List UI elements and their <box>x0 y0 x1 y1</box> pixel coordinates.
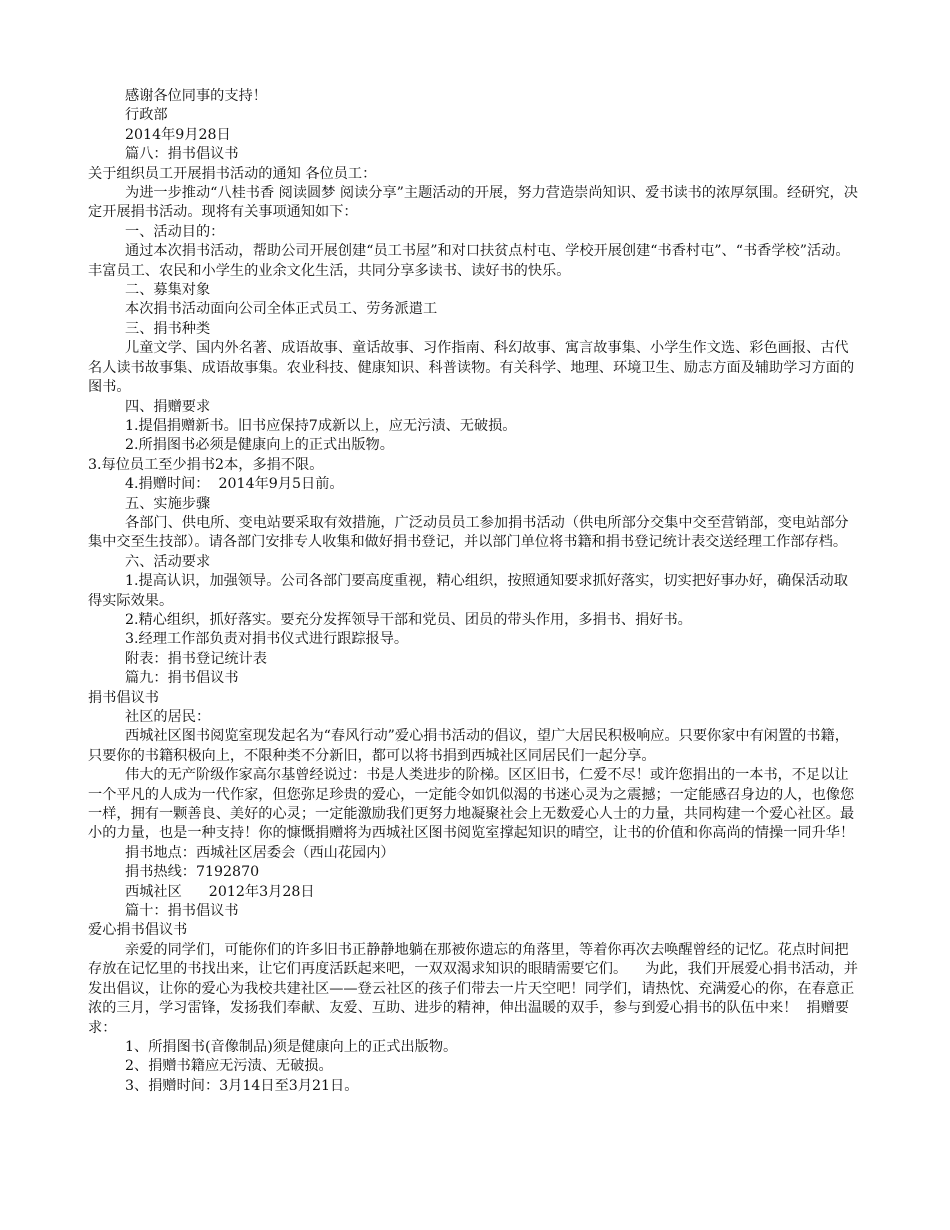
paragraph-line: 本次捐书活动面向公司全体正式员工、劳务派遣工 <box>125 301 438 318</box>
paragraph-line: 1.提高认识，加强领导。公司各部门要高度重视，精心组织，按照通知要求抓好落实，切实把好事办好，确保活动取得实际效果。 <box>88 573 848 609</box>
paragraph-line: 西城社区 2012年3月28日 <box>125 883 315 900</box>
paragraph-line: 感谢各位同事的支持！ <box>125 88 267 104</box>
paragraph-line: 三、捐书种类 <box>125 320 211 337</box>
paragraph-line: 捐书地点：西城社区居委会（西山花园内） <box>125 844 395 861</box>
paragraph-line: 六、活动要求 <box>125 553 211 570</box>
paragraph-line: 2014年9月28日 <box>125 126 231 143</box>
document-body <box>88 87 862 1096</box>
paragraph-line: 一、活动目的： <box>125 223 225 240</box>
paragraph-line: 二、募集对象 <box>125 282 211 299</box>
paragraph-line: 3.每位员工至少捐书2本，多捐不限。 <box>88 456 324 473</box>
paragraph-line: 关于组织员工开展捐书活动的通知 各位员工： <box>88 165 377 182</box>
paragraph-line: 各部门、供电所、变电站要采取有效措施，广泛动员员工参加捐书活动（供电所部分交集中交至营销部，变电站部分集中交至生技部）。请各部门安排专人收集和做好捐书登记，并以部门单位将书籍和捐书登记统计表交送经理工作部存档。 <box>88 514 849 551</box>
paragraph-line: 行政部 <box>125 107 168 124</box>
paragraph-line: 西城社区图书阅览室现发起名为“春风行动”爱心捐书活动的倡议，望广大居民积极响应。只要你家中有闲置的书籍，只要你的书籍积极向上，不限种类不分新旧，都可以将书捐到西城社区同居民们一起分享。 <box>88 728 849 764</box>
paragraph-line: 亲爱的同学们，可能你们的许多旧书正静静地躺在那被你遗忘的角落里，等着你再次去唤醒曾经的记忆。花点时间把存放在记忆里的书找出来，让它们再度活跃起来吧，一双双渴求知识的眼睛需要它们。 为此，我们开展爱心捐书活动，并发出倡议，让你的爱心为我校共建社区——登云社区的孩子们带去一片天空吧！同学们，请热忱、充满爱心的你，在春意正浓的三月，学习雷锋，发扬我们奉献、友爱、互助、进步的精神，伸出温暖的双手，参与到爱心捐书的队伍中来！ 捐赠要求： <box>88 941 858 1036</box>
paragraph-line: 1.提倡捐赠新书。旧书应保持7成新以上，应无污渍、无破损。 <box>125 417 517 434</box>
paragraph-line: 篇十：捐书倡议书 <box>125 903 239 920</box>
paragraph-line: 儿童文学、国内外名著、成语故事、童话故事、习作指南、科幻故事、寓言故事集、小学生作文选、彩色画报、古代名人读书故事集、成语故事集。农业科技、健康知识、科普读物。有关科学、地理、环境卫生、励志方面及辅助学习方面的图书。 <box>88 340 855 396</box>
paragraph-line: 通过本次捐书活动，帮助公司开展创建“员工书屋”和对口扶贫点村屯、学校开展创建“书香村屯”、“书香学校”活动。丰富员工、农民和小学生的业余文化生活，共同分享多读书、读好书的快乐。 <box>88 243 850 279</box>
paragraph-line: 五、实施步骤 <box>125 495 211 512</box>
paragraph-line: 3.经理工作部负责对捐书仪式进行跟踪报导。 <box>125 631 409 648</box>
paragraph-line: 3、捐赠时间：3月14日至3月21日。 <box>125 1077 359 1094</box>
paragraph-line: 4.捐赠时间： 2014年9月5日前。 <box>125 476 344 493</box>
paragraph-line: 篇九：捐书倡议书 <box>125 670 239 687</box>
paragraph-line: 捐书倡议书 <box>88 689 159 706</box>
paragraph-line: 捐书热线：7192870 <box>125 864 260 881</box>
paragraph-line: 附表：捐书登记统计表 <box>125 650 267 667</box>
paragraph-line: 爱心捐书倡议书 <box>88 922 188 939</box>
paragraph-line: 四、捐赠要求 <box>125 398 211 415</box>
paragraph-line: 2、捐赠书籍应无污渍、无破损。 <box>125 1058 333 1075</box>
paragraph-line: 1、所捐图书(音像制品)须是健康向上的正式出版物。 <box>125 1038 458 1055</box>
paragraph-line: 伟大的无产阶级作家高尔基曾经说过：书是人类进步的阶梯。区区旧书，仁爱不尽！或许您捐出的一本书，不足以让一个平凡的人成为一代作家，但您弥足珍贵的爱心，一定能令如饥似渴的书迷心灵为之震撼；一定能感召身边的人，也像您一样，拥有一颗善良、美好的心灵；一定能激励我们更努力地凝聚社会上无数爱心人士的力量，共同构建一个爱心社区。最小的力量，也是一种支持！你的慷慨捐赠将为西城社区图书阅览室撑起知识的晴空，让书的价值和你高尚的情操一同升华！ <box>88 767 855 842</box>
paragraph-line: 为进一步推动“八桂书香 阅读圆梦 阅读分享”主题活动的开展，努力营造崇尚知识、爱书读书的浓厚氛围。经研究，决定开展捐书活动。现将有关事项通知如下： <box>88 185 858 221</box>
paragraph-line: 2.精心组织，抓好落实。要充分发挥领导干部和党员、团员的带头作用，多捐书、捐好书。 <box>125 611 692 628</box>
paragraph-line: 2.所捐图书必须是健康向上的正式出版物。 <box>125 437 394 454</box>
paragraph-line: 社区的居民： <box>125 709 211 725</box>
paragraph-line: 篇八：捐书倡议书 <box>125 146 239 163</box>
